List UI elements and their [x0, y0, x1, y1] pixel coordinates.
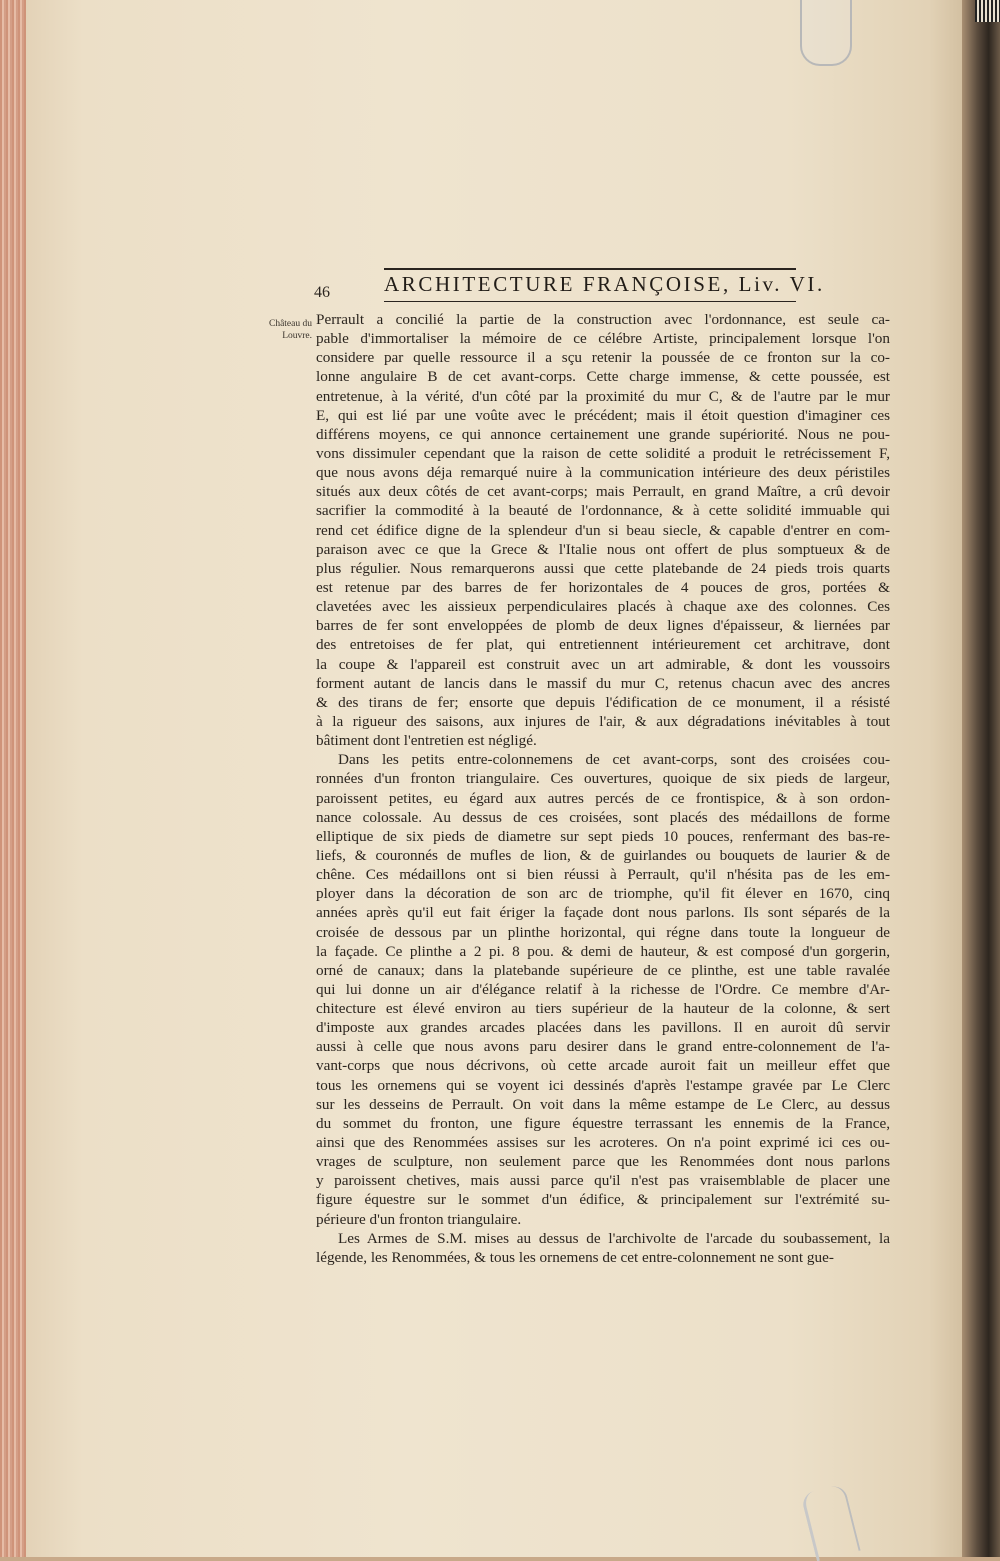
text-line: barres de fer sont enveloppées de plomb de deux lignes d'épaisseur, & liernées par [316, 617, 890, 635]
text-line: que nous avons déja remarqué nuire à la communication intérieure des deux péristiles [316, 464, 890, 482]
text-line: & des tirans de fer; ensorte que depuis l'édification de ce monument, il a résisté [316, 693, 890, 711]
text-line: à la rigueur des saisons, aux injures de l'air, & aux dégradations inévitables à tout [316, 712, 890, 730]
text-line: vrages de sculpture, non seulement parce que les Renommées dont nous parlons [316, 1153, 890, 1171]
text-line: elliptique de six pieds de diametre sur sept pieds 10 pouces, renfermant des bas-re- [316, 827, 890, 845]
text-line: sur les desseins de Perrault. On voit dans la même estampe de Le Clerc, au dessus [316, 1095, 890, 1113]
text-line: ployer dans la décoration de son arc de triomphe, qu'il fit élever en 1670, cinq [316, 885, 890, 903]
text-line: qui lui donne un air d'élégance relatif à la richesse de l'Ordre. Ce membre d'Ar- [316, 980, 890, 998]
text-line: périeure d'un fronton triangulaire. [316, 1210, 522, 1228]
book-gutter [962, 0, 1000, 1557]
paragraph [316, 750, 890, 1229]
text-line: différens moyens, ce qui annonce certainement une grande supériorité. Nous ne pou- [316, 425, 890, 443]
text-line: nance colossale. Au dessus de ces croisées, sont placés des médaillons de forme [316, 808, 890, 826]
text-line: croisée de dessous par un plinthe horizontal, qui régne dans toute la longueur de [316, 923, 890, 941]
text-line: forment autant de lancis dans le massif du mur C, retenus chacun avec des ancres [316, 674, 890, 692]
text-line: des entretoises de fer plat, qui entretiennent intérieurement cet architrave, dont [316, 636, 890, 654]
page-number: 46 [314, 284, 330, 301]
text-line: chitecture est élevé environ au tiers supérieur de la hauteur de la colonne, & sert [316, 1000, 890, 1018]
text-line: bâtiment dont l'entretien est négligé. [316, 732, 537, 750]
margin-note: Château du Louvre. [268, 319, 312, 341]
text-line: Perrault a concilié la partie de la construction avec l'ordonnance, est seule ca- [316, 311, 890, 328]
text-line: années après qu'il eut fait ériger la façade dont nous parlons. Ils sont séparés de la [316, 904, 890, 922]
text-line: ainsi que des Renommées assises sur les acroteres. On n'a point exprimé ici ces ou- [316, 1134, 890, 1152]
paragraph [316, 310, 890, 750]
text-line: E, qui est lié par une voûte avec le précédent; mais il étoit question d'imaginer ces [316, 406, 890, 424]
text-line: situés aux deux côtés de cet avant-corps; mais Perrault, en grand Maître, a crû devoir [316, 483, 890, 501]
text-line: figure équestre sur le sommet d'un édifice, & principalement sur l'extrémité su- [316, 1191, 890, 1209]
text-line: la façade. Ce plinthe a 2 pi. 8 pou. & demi de hauteur, & est composé d'un gorgerin, [316, 942, 890, 960]
text-line: paraison avec ce que la Grece & l'Italie nous ont offert de plus somptueux & de [316, 540, 890, 558]
text-line: considere par quelle ressource il a sçu retenir la poussée de ce fronton sur la co- [316, 349, 890, 367]
text-line: rend cet édifice digne de la splendeur d'un si beau siecle, & capable d'entrer en com- [316, 521, 890, 539]
page-clip-top [800, 0, 852, 66]
text-line: plus régulier. Nous remarquerons aussi que cette platebande de 24 pieds trois quarts [316, 559, 890, 577]
text-line: la coupe & l'appareil est construit avec un art admirable, & dont les voussoirs [316, 655, 890, 673]
text-line: liefs, & couronnés de mufles de lion, & de guirlandes ou bouquets de laurier & de [316, 846, 890, 864]
text-line: vant-corps que nous décrivons, où cette arcade auroit fait un meilleur effet que [316, 1057, 890, 1075]
running-head: ARCHITECTURE FRANÇOISE, Liv. VI. [384, 272, 825, 296]
text-line: tous les ornemens qui se voyent ici dessinés d'après l'estampe gravée par Le Clerc [316, 1076, 890, 1094]
text-line: lonne angulaire B de cet avant-corps. Cette charge immense, & cette poussée, est [316, 368, 890, 386]
paragraph [316, 1229, 890, 1267]
text-line: ronnées d'un fronton triangulaire. Ces ouvertures, quoique de six pieds de largeur, [316, 770, 890, 788]
text-line: vons dissimuler cependant que la raison de cette solidité a produit le retrécissement F, [316, 444, 890, 462]
text-line: d'imposte aux grandes arcades placées dans les pavillons. Il en auroit dû servir [316, 1019, 890, 1037]
text-line: chêne. Ces médaillons ont si bien réussi à Perrault, qu'il n'hésita pas de les em- [316, 866, 890, 884]
text-line: du sommet du fronton, une figure équestre terrassant les ennemis de la France, [316, 1114, 890, 1132]
header-rule-bottom [384, 301, 796, 302]
text-line: orné de canaux; dans la platebande supérieure de ce plinthe, est une table ravalée [316, 961, 890, 979]
text-line: clavetées avec les aissieux perpendiculaires placés à chaque axe des colonnes. Ces [316, 598, 890, 616]
text-line: légende, les Renommées, & tous les ornemens de cet entre-colonnement ne sont gue- [316, 1248, 834, 1266]
page-header [300, 268, 825, 308]
body-text [316, 310, 890, 1267]
text-line: est retenue par des barres de fer horizontales de 4 pouces de gros, portées & [316, 578, 890, 596]
text-line: Les Armes de S.M. mises au dessus de l'archivolte de l'arcade du soubassement, la [338, 1229, 890, 1247]
text-line: paroissent petites, eu égard aux autres percés de ce frontispice, & à son ordon- [316, 789, 890, 807]
header-rule-top [384, 268, 796, 270]
scale-ruler [975, 0, 1000, 22]
text-line: y paroissent chetives, mais aussi parce qu'il n'est pas vraisemblable de placer une [316, 1172, 890, 1190]
text-line: aussi à celle que nous avons paru desirer dans le grand entre-colonnement de l'a- [316, 1038, 890, 1056]
text-line: Dans les petits entre-colonnemens de cet avant-corps, sont des croisées cou- [338, 751, 890, 769]
text-line: sacrifier la commodité à la beauté de l'ordonnance, & à cette solidité immuable qui [316, 502, 890, 520]
text-line: entretenue, à la vérité, d'un côté par la proximité du mur C, & de l'autre par le mur [316, 387, 890, 405]
text-line: pable d'immortaliser la mémoire de ce célébre Artiste, principalement lorsque l'on [316, 330, 890, 348]
